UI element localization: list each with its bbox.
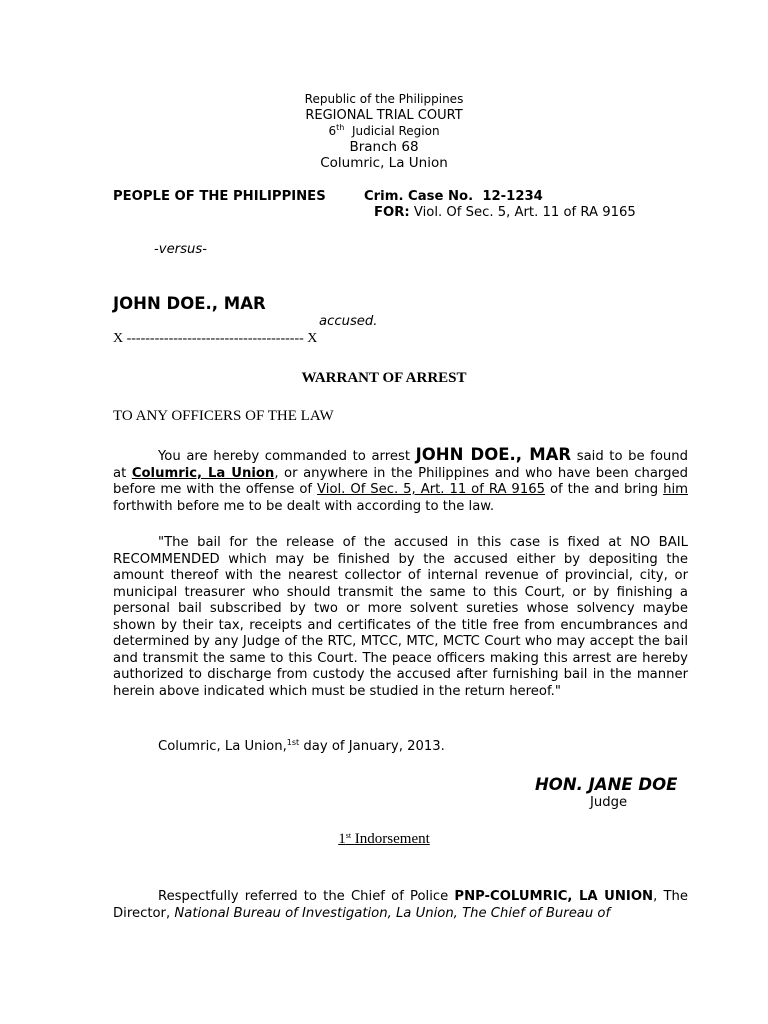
indorsement-unit: PNP-COLUMRIC, LA UNION — [454, 889, 654, 904]
republic-line: Republic of the Philippines — [304, 92, 464, 106]
issue-date-place: Columric, La Union, — [158, 739, 287, 754]
case-label: Crim. Case No. — [364, 189, 474, 204]
bail-text: "The bail for the release of the accused in this case is fixed at NO BAIL RECOMMENDED which may be finished by the accused either by depositing the amount thereof with the nearest collector of internal revenue of provincial, city, or municipal treasurer who should transmit the same to this Court, or by finishing a personal bail subscribed by two or more solvent sureties whose solvency maybe shown by their tax, receipts and certificates of the title free from encumbrances and determined by any Judge of the RTC, MTCC, MTC, MCTC Court who may accept the bail and transmit the same to this Court. The peace officers making this arrest are hereby authorized to discharge from custody the accused after furnishing bail in the manner herein above indicated which must be studied in the return hereof." — [113, 535, 688, 699]
indorsement-title-underline — [338, 831, 430, 847]
for-label: FOR: — [374, 205, 410, 220]
command-pronoun: him — [663, 482, 688, 497]
document-title: WARRANT OF ARREST — [301, 370, 467, 386]
command-paragraph — [113, 447, 688, 515]
indorsement-text-2: , The Director, — [113, 889, 688, 921]
plaintiff: PEOPLE OF THE PHILIPPINES — [113, 189, 326, 204]
indorsement-text-1: Respectfully referred to the Chief of Police — [158, 889, 449, 904]
indorsement-paragraph — [113, 889, 688, 922]
case-number: 12-1234 — [482, 189, 543, 204]
command-text-1: You are hereby commanded to arrest — [158, 449, 411, 464]
issue-date-suffix: st — [291, 738, 300, 747]
case-number-line — [364, 189, 543, 204]
court-location: Columric, La Union — [320, 155, 448, 171]
indorsement-title — [0, 831, 768, 848]
command-text-4: of the and bring — [549, 482, 659, 497]
issue-date-rest: day of January, 2013. — [303, 739, 445, 754]
region-text: Judicial Region — [351, 124, 440, 138]
indorsement-agencies: National Bureau of Investigation, La Union, The Chief of Bureau of — [174, 905, 611, 921]
command-text-5: forthwith before me to be dealt with according to the law. — [113, 498, 495, 514]
judge-title: Judge — [590, 795, 628, 810]
addressee: TO ANY OFFICERS OF THE LAW — [113, 408, 334, 424]
command-offense: Viol. Of Sec. 5, Art. 11 of RA 9165 — [317, 482, 545, 497]
command-accused-name: JOHN DOE., MAR — [415, 445, 572, 464]
indorsement-text: Indorsement — [354, 831, 430, 847]
offense-text: Viol. Of Sec. 5, Art. 11 of RA 9165 — [413, 205, 636, 220]
offense-line — [374, 205, 636, 220]
command-text-3: , or anywhere in the Philippines and who have been charged before me with the offense of — [113, 465, 688, 497]
accused-name: JOHN DOE., MAR — [113, 294, 266, 313]
issue-date — [158, 739, 445, 754]
region-number: 6 — [328, 124, 337, 138]
branch: Branch 68 — [349, 139, 419, 155]
issue-date-day: 1 — [286, 738, 292, 747]
indorsement-ordinal: st — [345, 831, 352, 840]
versus: -versus- — [154, 242, 207, 257]
command-text-2: said to be found at — [113, 449, 688, 481]
judicial-region — [0, 124, 768, 138]
indorsement-number: 1 — [338, 831, 346, 847]
issue-date-ordinal — [287, 738, 299, 747]
command-place: Columric, La Union — [131, 465, 275, 481]
judge-name: HON. JANE DOE — [535, 775, 678, 794]
region-ordinal: th — [336, 123, 345, 132]
accused-label: accused. — [319, 314, 378, 329]
court-name: REGIONAL TRIAL COURT — [305, 108, 463, 123]
bail-paragraph — [113, 535, 688, 700]
caption-separator: X -------------------------------------- X — [113, 331, 318, 346]
versus-text: versus — [158, 242, 203, 257]
